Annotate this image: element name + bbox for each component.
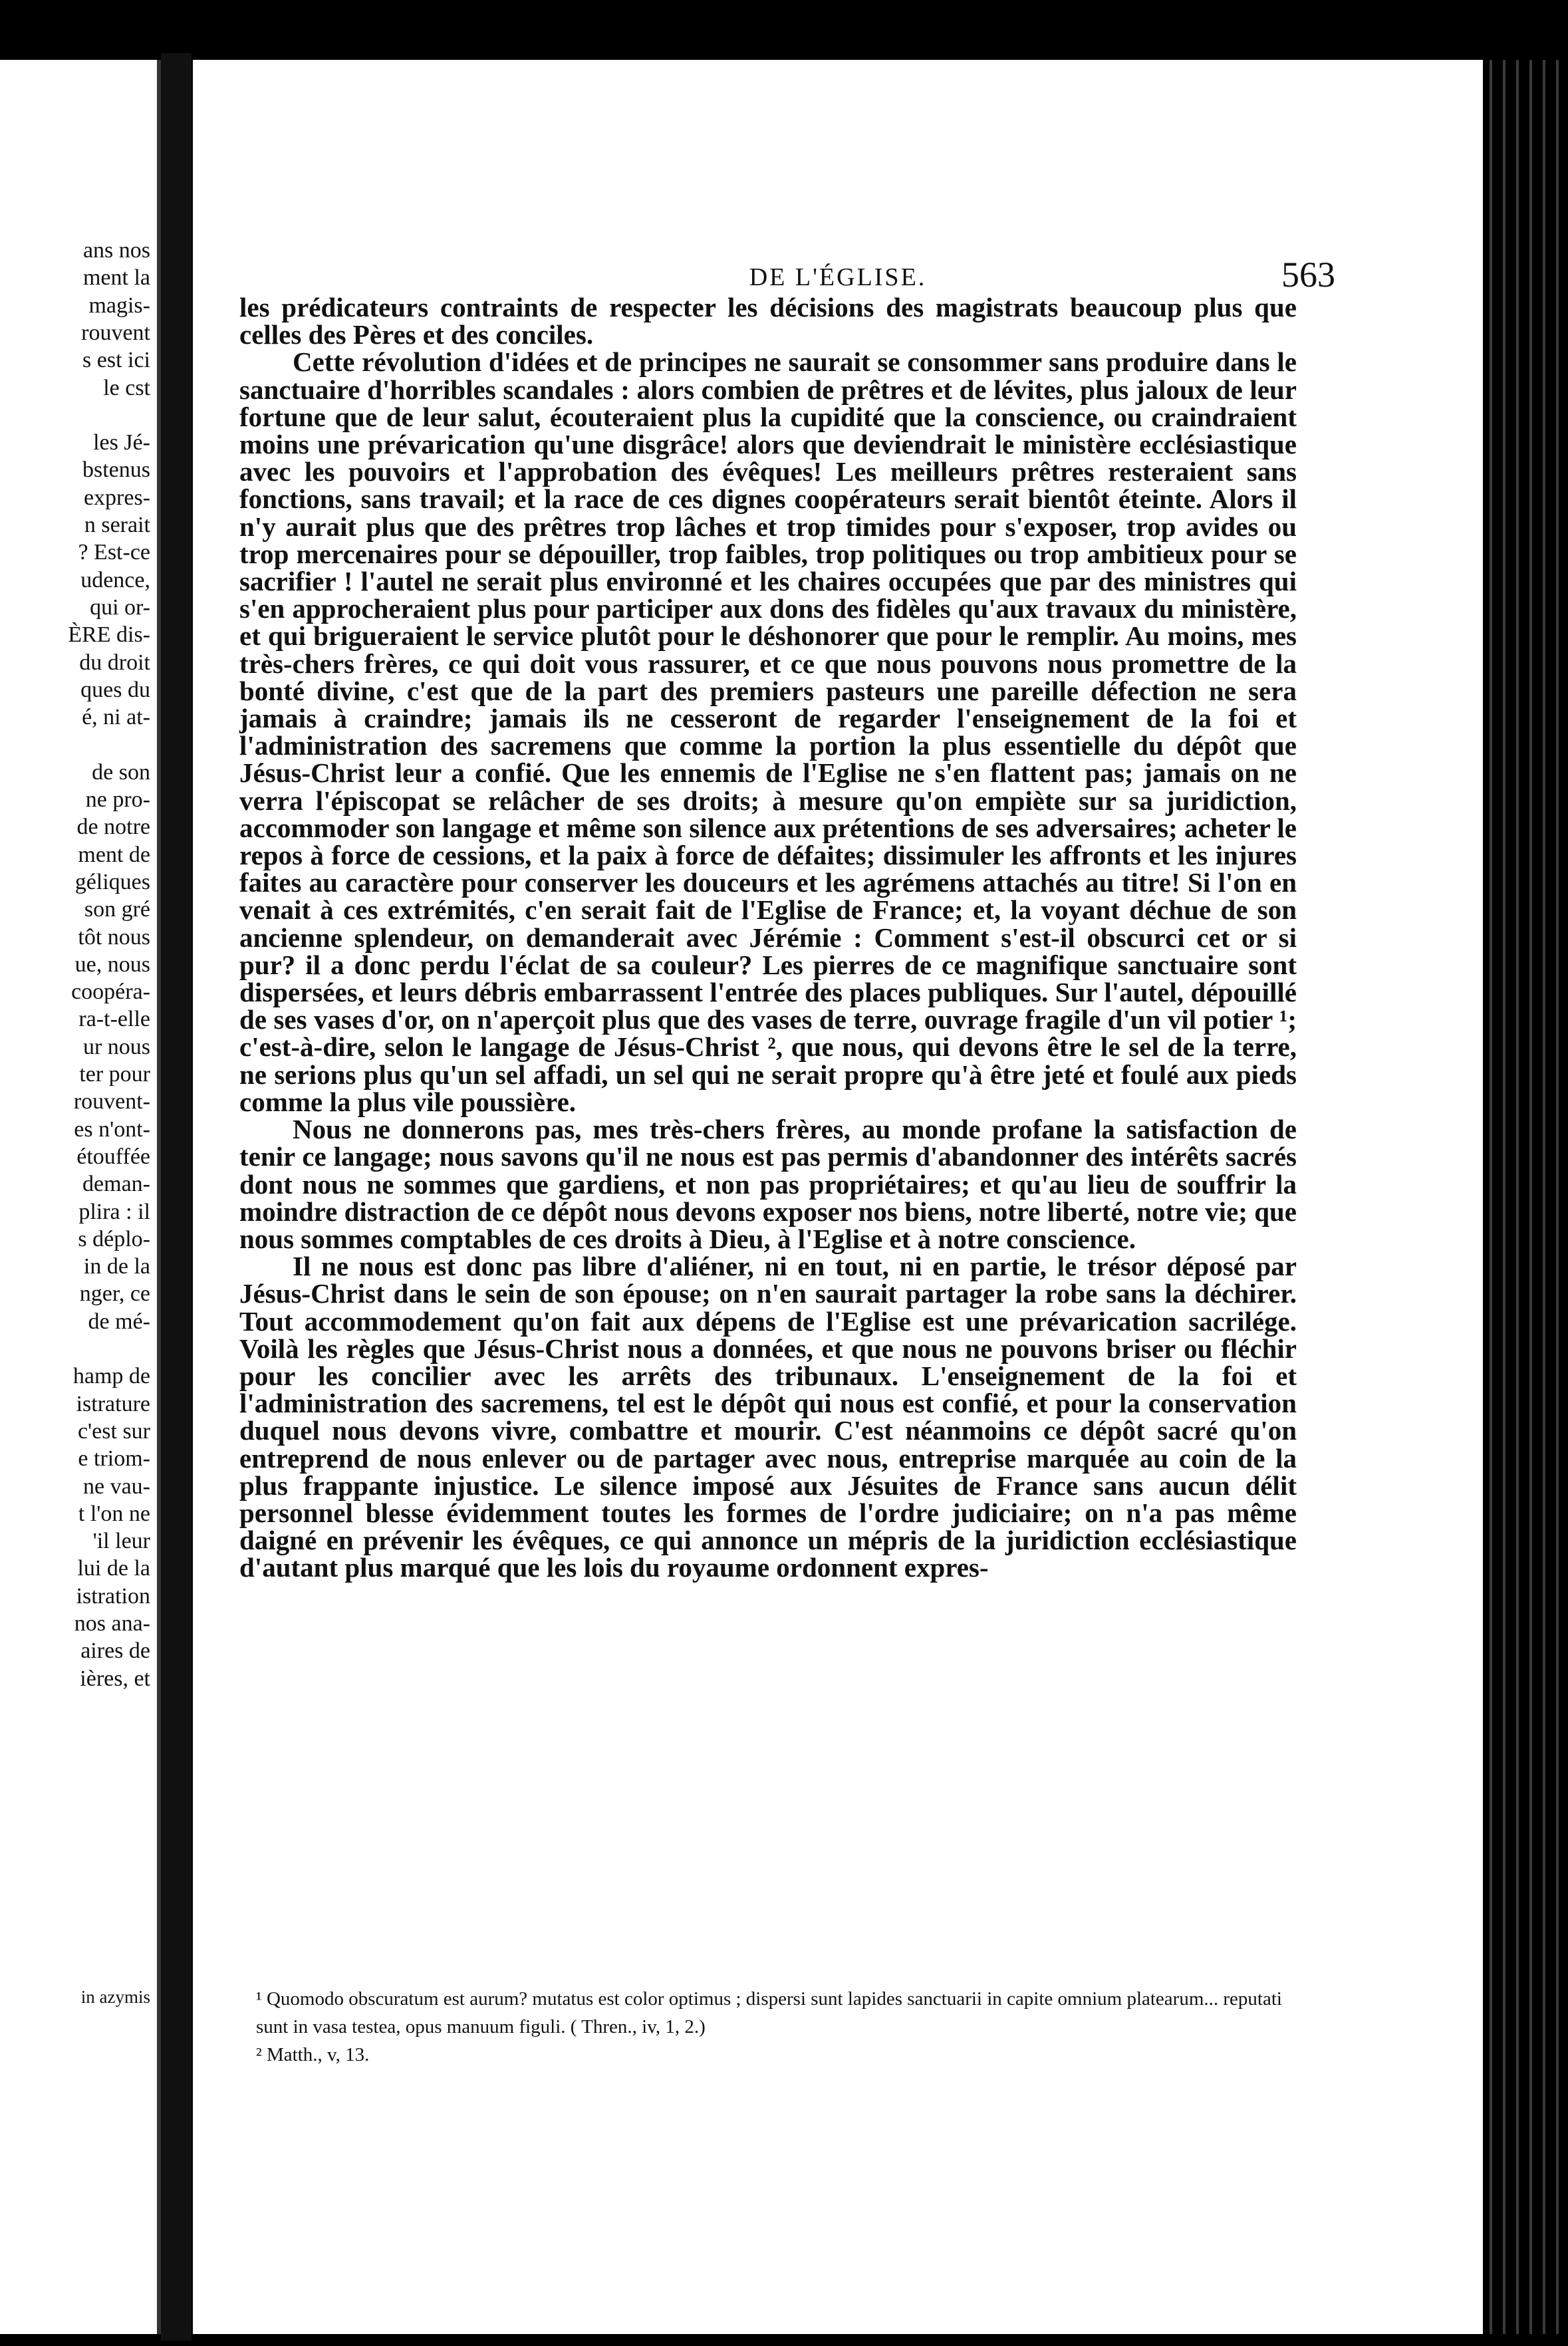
left-page-line-fragment: nos ana- [74, 1611, 150, 1636]
left-page-line-fragment: n serait [84, 513, 150, 537]
left-page-line-fragment: tôt nous [78, 924, 150, 950]
left-page-line-fragment: s est ici [82, 348, 150, 373]
footnote: ¹ Quomodo obscuratum est aurum? mutatus est color optimus ; dispersi sunt lapides sanctuarii in capite omnium platearum... reputati sunt in vasa testea, opus manuum figuli. ( Thren., iv, 1, 2.) [256, 1988, 1282, 2037]
left-page-line-fragment: ques du [80, 677, 150, 702]
document-page [193, 60, 1483, 2334]
paragraph: les prédicateurs contraints de respecter les décisions des magistrats beaucoup plus que celles des Pères et des conciles. [239, 292, 1297, 350]
left-page-line-fragment: de notre [76, 815, 150, 840]
left-page-line-fragment: son gré [84, 897, 150, 922]
left-page-line-fragment: hamp de [72, 1364, 150, 1389]
paragraph: Il ne nous est donc pas libre d'aliéner, ni en tout, ni en partie, le trésor déposé par Jésus-Christ dans le sein de son épouse; on n'en saurait partager la robe sans la déchirer. Tout accommodement qu'on fait aux dépens de l'Eglise est une prévarication sacrilége. Voilà les règles que Jésus-Christ nous a données, et que nous ne pouvons briser ou fléchir pour les concilier avec les arrêts des tribunaux. L'enseignement de la foi et l'administration des sacremens, tel est le dépôt qui nous est confié, et pour la conservation duquel nous devons vivre, combattre et mourir. C'est néanmoins ce dépôt sacré qu'on entreprend de nous enlever ou de partager avec nous, entreprise marquée au coin de la plus frappante injustice. Le silence imposé aux Jésuites de France sans aucun délit personnel blesse évidemment toutes les formes de l'ordre judiciaire; on n'a pas même daigné en prévenir les évêques, ce qui annonce un mépris de la juridiction ecclésiastique d'autant plus marqué que les lois du royaume ordonnent expres- [239, 1251, 1297, 1583]
left-page-line-fragment: ter pour [79, 1062, 150, 1087]
left-page-line-fragment: coopéra- [71, 979, 150, 1005]
body-text [239, 294, 1297, 1582]
book-gutter [161, 53, 192, 2341]
left-page-line-fragment: du droit [79, 650, 150, 675]
left-page-line-fragment: deman- [82, 1172, 150, 1197]
left-page-line-fragment: de son [92, 759, 150, 785]
left-page-line-fragment: 'il leur [92, 1529, 150, 1554]
footnote: ² Matth., v, 13. [256, 2044, 370, 2065]
left-page-line-fragment: s déplo- [78, 1226, 150, 1251]
left-page-line-fragment: e triom- [78, 1446, 150, 1472]
left-page-line-fragment: les Jé- [93, 430, 150, 456]
left-page-line-fragment: plira : il [78, 1199, 150, 1224]
paragraph: Cette révolution d'idées et de principes ne saurait se consommer sans produire dans le sanctuaire d'horribles scandales : alors combien de prêtres et de lévites, plus jaloux de leur fortune que de leur salut, écouteraient plus la cupidité que la conscience, ou craindraient moins une prévarication qu'une disgrâce! alors que deviendrait le ministère ecclésiastique avec les pouvoirs et l'approbation des évêques! Les meilleurs prêtres resteraient sans fonctions, sans travail; et la race de ces dignes coopérateurs serait bientôt éteinte. Alors il n'y aurait plus que des prêtres trop lâches et trop timides pour s'exposer, trop avides ou trop mercenaires pour se dépouiller, trop faibles, trop politiques ou trop ambitieux pour se sacrifier ! l'autel ne serait plus environné et les chaires occupées que par des ministres qui s'en approcheraient plus pour participer aux dons des fidèles qu'aux travaux du ministère, et qui brigueraient le service plutôt pour le déshonorer que pour le remplir. Au moins, mes très-chers frères, ce qui doit vous rassurer, et ce que nous pouvons nous promettre de la bonté divine, c'est que de la part des premiers pasteurs une pareille défection ne sera jamais à craindre; jamais ils ne cesseront de regarder l'enseignement de la foi et l'administration des sacremens que comme la portion la plus essentielle du dépôt que Jésus-Christ leur a confié. Que les ennemis de l'Eglise ne s'en flattent pas; jamais on ne verra l'épiscopat se relâcher de ses droits; à mesure qu'on empiète sur sa juridiction, accommoder son langage et même son silence aux prétentions de ses adversaires; acheter le repos à force de cessions, et la paix à force de défaites; dissimuler les affronts et les injures faites au caractère pour conserver les douceurs et les agrémens attachés au titre! Si l'on en venait à ces extrémités, c'en serait fait de l'Eglise de France; et, la voyant déchue de son ancienne splendeur, on demanderait avec Jérémie : Comment s'est-il obscurci cet or si pur? il a donc perdu l'éclat de sa couleur? Les pierres de ce magnifique sanctuaire sont dispersées, et leurs débris embarrassent l'entrée des places publiques. Sur l'autel, dépouillé de ses vases d'or, on n'aperçoit plus que des vases de terre, ouvrage fragile d'un vil potier ¹; c'est-à-dire, selon le langage de Jésus-Christ ², que nous, qui devons être le sel de la terre, ne serions plus qu'un sel affadi, un sel qui ne serait propre qu'à être jeté et foulé aux pieds comme la plus vile poussière. [239, 346, 1297, 1117]
left-page-line-fragment: istration [76, 1583, 150, 1609]
left-page-line-fragment: ment la [82, 265, 150, 291]
left-page-line-fragment: aires de [80, 1638, 150, 1664]
left-page-line-fragment: istrature [76, 1391, 150, 1416]
left-page-line-fragment: de mé- [88, 1309, 150, 1334]
left-page-line-fragment: rouvent [81, 320, 150, 345]
left-page-line-fragment: ment de [78, 842, 150, 867]
left-page-line-fragment: expres- [83, 485, 150, 510]
running-head: DE L'ÉGLISE. [749, 263, 927, 291]
left-page-line-fragment: in de la [83, 1254, 150, 1279]
left-page-line-fragment: é, ni at- [82, 705, 150, 730]
left-page-line-fragment: lui de la [77, 1556, 150, 1581]
left-page-line-fragment: c'est sur [77, 1418, 150, 1444]
left-page-line-fragment: rouvent- [73, 1089, 150, 1114]
left-page-line-fragment: géliques [74, 869, 150, 894]
left-page-line-fragment: ur nous [82, 1034, 150, 1059]
paragraph: Nous ne donnerons pas, mes très-chers frères, au monde profane la satisfaction de tenir ce langage; nous savons qu'il ne nous est pas permis d'abandonner des intérêts sacrés dont nous ne sommes que gardiens, et non pas propriétaires; et qu'au lieu de souffrir la moindre distraction de ce dépôt nous devons exposer nos biens, notre liberté, notre vie; que nous sommes comptables de ces droits à Dieu, à l'Eglise et à notre conscience. [239, 1114, 1297, 1254]
left-page-line-fragment: es n'ont- [74, 1116, 150, 1142]
left-page-line-fragment: ÈRE dis- [68, 622, 150, 648]
left-page-line-fragment: ans nos [82, 238, 150, 263]
left-page-line-fragment: ue, nous [74, 952, 150, 977]
left-page-line-fragment: ne pro- [85, 787, 150, 812]
footnotes [256, 1985, 1293, 2069]
previous-page-fragment [0, 60, 161, 2334]
left-page-line-fragment: magis- [88, 293, 150, 318]
left-page-line-fragment: ne vau- [82, 1474, 150, 1499]
left-page-line-fragment: qui or- [90, 594, 150, 620]
left-page-line-fragment: ières, et [80, 1666, 150, 1691]
left-page-line-fragment: le cst [103, 375, 150, 400]
page-edges [1483, 60, 1568, 2334]
left-page-line-fragment: ra-t-elle [78, 1007, 150, 1032]
left-page-line-fragment: t l'on ne [78, 1501, 150, 1526]
left-page-line-fragment: nger, ce [79, 1281, 150, 1307]
left-page-line-fragment: étouffée [76, 1144, 150, 1169]
left-page-footnote-fragment: in azymis [80, 1987, 150, 2007]
page-number: 563 [1281, 255, 1335, 295]
left-page-line-fragment: bstenus [82, 457, 150, 483]
left-page-line-fragment: udence, [80, 567, 150, 592]
left-page-line-fragment: ? Est-ce [78, 540, 150, 565]
